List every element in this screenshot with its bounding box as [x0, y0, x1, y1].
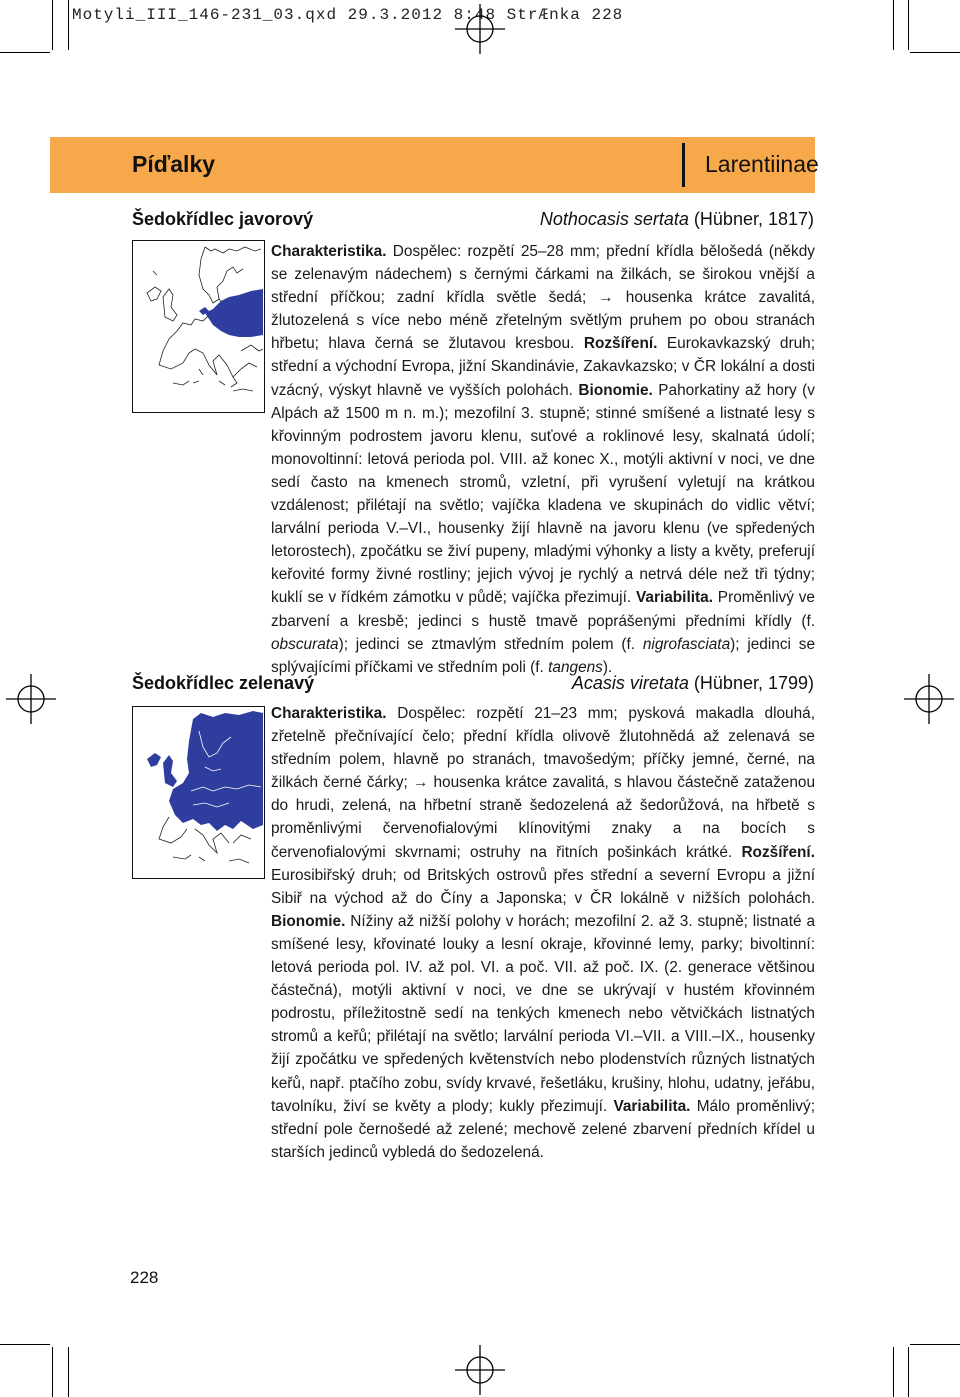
banner-divider — [682, 143, 685, 187]
text-run: Pahorkatiny až hory (v Alpách až 1500 m n. m.); mezofilní 3. stupně; stinné smíšené a listnaté lesy s křovinným podrostem javoru klenu, suťové a roklinové lesy, skalnatá údolí; monovoltinní: letová perioda pol. VIII. až konec X., motýli aktivní v noci, ve dne sedí často na kmenech stromů, vzletní, při vyrušení vyletují na krátkou vzdálenost; přilétají na světlo; vajíčka kladena ve skupinách do vidlic větví; larvální perioda V.–VI., housenky žijí hlavně na javoru klenu (ve spředených letorostech), zpočátku se živí pupeny, mladými výhonky a listy a květy, preferují keřovité formy živné rostliny; jejich vývoj je rychlý a netrvá déle než tři týdny; kuklí se v řídkém zámotku v půdě; vajíčka přezimují. — [271, 381, 815, 607]
species-title: Šedokřídlec javorový — [132, 209, 314, 229]
species-scientific-name — [572, 673, 814, 694]
text-run: Nížiny až nižší polohy v horách; mezofilní 2. až 3. stupně; listnaté a smíšené lesy, křovinaté louky a lesní okraje, křovinné lemy, parky; bivoltinní: letová perioda pol. IV. až pol. VI. a poč. VII. až poč. IX. (2. generace většinou částečná), motýli aktivní v noci, ve dne se ukrývají v hustém křovinném podrostu, příležitostně sedí na tenkých kmenech nebo větvičkách listnatých stromů a keřů; přilétají na světlo; larvální perioda VI.–VII. a VIII.–IX., housenky žijí zpočátku ve spředených květenstvích nebo plodenstvích různých listnatých keřů, např. ptačího zobu, svídy krvavé, řešetláku, krušiny, hlohu, udatny, jeřábu, tavolníku, živí se květy a plody; kukly přezimují. — [271, 912, 815, 1115]
section-heading-distribution: Rozšíření. — [741, 843, 815, 861]
text-run: ); jedinci se splývajícími příčkami ve středním poli (f. — [271, 635, 816, 676]
text-run: Eurokavkazský druh; střední a východní Evropa, jižní Skandinávie, Zakavkazsko; v ČR lokální a dosti vzácný, výskyt hlavně ve vyšších polohách. — [271, 335, 815, 399]
species-description — [271, 702, 815, 1164]
registration-mark-left — [4, 672, 58, 726]
text-run: Málo proměnlivý; střední pole černošedé až zelené; mechově zelené zbarvení předních křídel u starších jedinců vybledá do šedozelená. — [271, 1097, 815, 1161]
distribution-map — [132, 240, 265, 413]
section-heading-bionomics: Bionomie. — [578, 381, 653, 399]
slug-line: Motyli_III_146-231_03.qxd 29.3.2012 8:48 StrÆnka 228 — [72, 6, 624, 24]
section-heading-distribution: Rozšíření. — [583, 335, 658, 353]
text-run: Eurosibiřský druh; od Britských ostrovů přes střední a severní Evropu a jižní Sibiř na východ až do Číny a Japonska; v ČR lokálně v nižších polohách. — [271, 866, 815, 907]
subfamily-name: Larentiinae — [705, 151, 819, 177]
text-run: ); jedinci se ztmavlým středním polem (f. — [338, 635, 643, 653]
section-heading-variability: Variabilita. — [613, 1097, 691, 1115]
registration-mark-bottom — [453, 1343, 507, 1397]
species-latin: Acasis viretata — [571, 673, 689, 693]
species-author: (Hübner, 1799) — [688, 673, 814, 693]
section-heading-variability: Variabilita. — [635, 589, 713, 607]
registration-mark-top — [453, 2, 507, 56]
section-heading-bionomics: Bionomie. — [271, 912, 346, 930]
text-run: ). — [602, 658, 613, 676]
form-name: obscurata — [271, 635, 339, 653]
form-name: tangens — [548, 658, 603, 676]
page-number: 228 — [130, 1268, 159, 1287]
text-run: Dospělec: rozpětí 21–23 mm; pysková makadla dlouhá, zřetelně přečnívající čelo; přední křídla olivově žlutohnědá až zelenavá se středním polem, hlavně po stranách, tmavošedým; příčky jemné, černé, na žilkách černé čárky; → housenka krátce zavalitá, s hlavou částečně zataženou do hrudi, zelená, na hřbetní straně šedozelená až šedorůžová, na hřbetě s proměnlivými červenofialovými klínovitými znaky a na bocích s červenofialovými skvrnami; ostruhy na řitních pošinkách krátké. — [271, 705, 815, 861]
species-description — [271, 240, 815, 679]
section-heading-characteristics: Charakteristika. — [271, 705, 387, 722]
distribution-map — [132, 706, 265, 879]
family-name: Píďalky — [132, 151, 216, 177]
registration-mark-right — [902, 672, 956, 726]
text-run: Dospělec: rozpětí 25–28 mm; přední křídla bělošedá (někdy se zelenavým nádechem) s černými čárkami na žilkách, se širokou vnější a střední příčkou; zadní křídla světle šedá; → housenka krátce zavalitá, žlutozelená s více nebo méně zřetelným světlým pruhem po obou stranách hřbetu; hlava černá se žlutavou kresbou. — [271, 243, 815, 353]
section-heading-characteristics: Charakteristika. — [271, 243, 387, 260]
species-latin: Nothocasis sertata — [539, 209, 689, 229]
text-run: Proměnlivý ve zbarvení a kresbě; jedinci s hustě tmavě poprášenými předními křídly (f. — [271, 589, 815, 630]
species-author: (Hübner, 1817) — [688, 209, 814, 229]
species-scientific-name — [540, 209, 814, 230]
form-name: nigrofasciata — [642, 635, 731, 653]
family-banner — [50, 137, 819, 193]
species-title: Šedokřídlec zelenavý — [132, 673, 315, 693]
